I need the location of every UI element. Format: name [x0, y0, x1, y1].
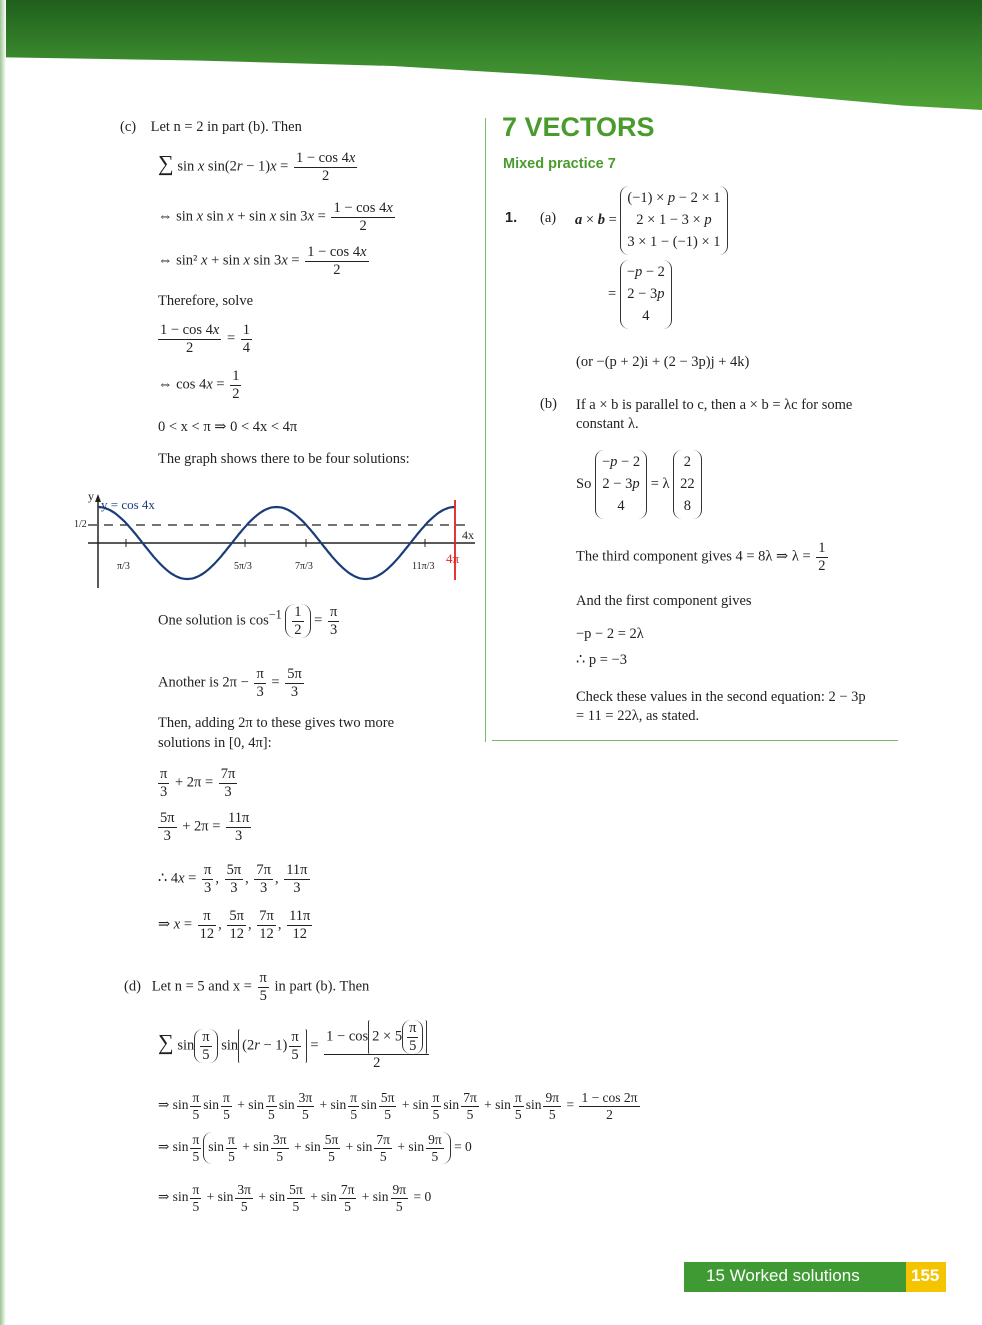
check-line-1: Check these values in the second equation: 2 − 3p — [576, 689, 866, 705]
cross-product-a: a × b = (−1) × p − 2 × 1 2 × 1 − 3 × p 3 × 1 − (−1) × 1 — [575, 186, 728, 255]
tick-label: 5π/3 — [234, 561, 252, 572]
interval-text: 0 < x < π ⇒ 0 < 4x < 4π — [158, 419, 298, 435]
graph-half-label: 1/2 — [74, 519, 87, 530]
equation-sum-d: ∑ sin $\frac{\pi}{5}$ sin (2r − 1) $\frac{\pi}{5}$ = 1 − cos 2 × 5 $\frac{\pi}{5}$ 2 — [158, 1020, 431, 1072]
first-component: And the first component gives — [576, 593, 752, 609]
question-number: 1. — [505, 210, 518, 226]
p-value: ∴ p = −3 — [576, 652, 627, 668]
equation-c-3: ⇔ sin² x + sin x sin 3x = $\frac{1 - \cos 4x}{2}$ — [158, 244, 367, 278]
graph-curve-label: y = cos 4x — [101, 497, 155, 512]
equation-d-3: ⇒ sin $\frac{\pi}{5}$ sin $\frac{\pi}{5}$ + sin $\frac{3\pi}{5}$ + sin $\frac{5\pi}{5}$ + sin $\frac{7\pi}{5}$ + sin $\frac{9\pi}{5}$ = 0 — [158, 1132, 472, 1164]
first-component-eq: −p − 2 = 2λ — [576, 626, 644, 642]
page-edge — [0, 0, 6, 1325]
therefore-solve: Therefore, solve — [158, 293, 254, 309]
column-divider — [485, 118, 486, 742]
check-line-2: = 11 = 22λ, as stated. — [576, 708, 700, 724]
graph-red-label: 4π — [446, 551, 460, 566]
tick-label: 7π/3 — [295, 561, 313, 572]
parallel-equation: So −p − 2 2 − 3p 4 = λ 2 22 8 — [576, 450, 702, 519]
equation-d-4: ⇒ sin $\frac{\pi}{5}$ + sin $\frac{3\pi}{5}$ + sin $\frac{5\pi}{5}$ + sin $\frac{7\pi}{5}$ + sin $\frac{9\pi}{5}$ = 0 — [158, 1182, 432, 1214]
part-b-text-1: If a × b is parallel to c, then a × b = λc for some — [576, 397, 853, 413]
another-solution: Another is 2π − $\frac{\pi}{3}$ = $\frac{5\pi}{3}$ — [158, 666, 302, 700]
solutions-in: solutions in [0, 4π]: — [158, 735, 272, 751]
equation-11pi: $\frac{5\pi}{3}$ + 2π = $\frac{11\pi}{3}$ — [160, 810, 250, 844]
top-banner — [0, 0, 982, 110]
section-divider — [492, 740, 898, 741]
alternative-form: (or −(p + 2)i + (2 − 3p)j + 4k) — [576, 354, 750, 370]
page-number-box — [906, 1262, 946, 1292]
part-b-text-2: constant λ. — [576, 416, 639, 432]
part-c-intro — [120, 118, 302, 138]
equation-7pi: $\frac{\pi}{3}$ + 2π = $\frac{7\pi}{3}$ — [160, 766, 236, 800]
part-c-text: Let n = 2 in part (b). Then — [150, 119, 302, 135]
equation-solve: $\frac{1 - \cos 4x}{2}$ = $\frac{1}{4}$ — [160, 322, 251, 356]
part-a-label: (a) — [540, 210, 557, 226]
equation-sum-c: ∑ sin x sin(2r − 1)x = $\frac{1 - \cos 4x}{2}$ — [158, 150, 356, 184]
tick-label: 11π/3 — [412, 561, 435, 572]
footer-section-label: 15 Worked solutions — [706, 1266, 860, 1285]
equation-4x-values: ∴ 4x = $\frac{\pi}{3}$ , $\frac{5\pi}{3}$ , $\frac{7\pi}{3}$ , $\frac{11\pi}{3}$ — [158, 862, 308, 896]
tick-label: π/3 — [117, 561, 130, 572]
equation-x-values: ⇒ x = $\frac{\pi}{12}$ , $\frac{5\pi}{12}$ , $\frac{7\pi}{12}$ , $\frac{11\pi}{12}$ — [158, 908, 311, 942]
part-c-label: (c) — [120, 119, 137, 135]
chapter-title: 7 VECTORS — [502, 112, 655, 142]
page-number: 155 — [911, 1266, 940, 1285]
graph-x-label: 4x — [462, 528, 474, 542]
section-subheading: Mixed practice 7 — [503, 156, 616, 172]
third-component: The third component gives 4 = 8λ ⇒ λ = $\frac{1}{2}$ — [576, 540, 826, 574]
one-solution: One solution is $\cos^{-1}$ $\frac{1}{2}$ = $\frac{\pi}{3}$ — [158, 604, 338, 638]
cross-product-result: = −p − 2 2 − 3p 4 — [608, 260, 672, 329]
graph-caption: The graph shows there to be four solutions: — [158, 451, 410, 467]
equation-c-2: ⇔ sin x sin x + sin x sin 3x = $\frac{1 - \cos 4x}{2}$ — [158, 200, 393, 234]
part-d-intro: (d) Let n = 5 and x = $\frac{\pi}{5}$ in part (b). Then — [124, 970, 370, 1004]
graph-y-label: y — [88, 489, 94, 503]
equation-cos4x: ⇔ cos 4x = $\frac{1}{2}$ — [158, 368, 240, 402]
equation-d-2: ⇒ sin $\frac{\pi}{5}$ sin $\frac{\pi}{5}$ + sin $\frac{\pi}{5}$ sin $\frac{3\pi}{5}$ + sin $\frac{\pi}{5}$ sin $\frac{5\pi}{5}$ + sin $\frac{\pi}{5}$ sin $\frac{7\pi}{5}$ + sin $\frac{\pi}{5}$ sin $\frac{9\pi}{5}$ = $\frac{1 - \cos 2\pi}{2}$ — [158, 1090, 638, 1122]
then-adding: Then, adding 2π to these gives two more — [158, 715, 395, 731]
part-b-label: (b) — [540, 396, 557, 412]
